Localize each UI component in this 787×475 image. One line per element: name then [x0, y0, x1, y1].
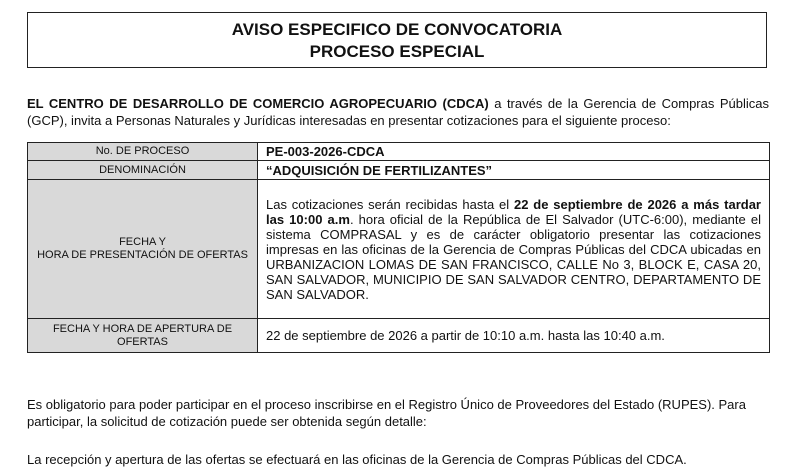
- submission-text-b: . hora oficial de la República de El Salvador (UTC-6:00), mediante el sistema COMPRASAL y es de carácter obligatorio presentar las cotizaciones impresas en las oficinas de la Gerencia de Compras Públicas del CDCA ubicadas en URBANIZACION LOMAS DE SAN FRANCISCO, CALLE No 3, BLOCK E, CASA 20, SAN SALVADOR, MUNICIPIO DE SAN SALVADOR CENTRO, DEPARTAMENTO DE SAN SALVADOR.: [266, 211, 761, 302]
- intro-text: a través de la Gerencia de Compras Públicas (GCP), invita a Personas Naturales y Jurídicas interesadas en presentar cotizaciones para el siguiente proceso:: [27, 96, 769, 128]
- reception-paragraph: La recepción y apertura de las ofertas se efectuará en las oficinas de la Gerencia de Compras Públicas del CDCA.: [27, 452, 687, 467]
- rupes-paragraph: Es obligatorio para poder participar en el proceso inscribirse en el Registro Único de Proveedores del Estado (RUPES). Para participar, la solicitud de cotización puede ser obtenida según detalle:: [27, 397, 746, 429]
- table-row-opening: [28, 319, 770, 353]
- denomination-label: DENOMINACIÓN: [28, 161, 258, 180]
- intro-entity-name: EL CENTRO DE DESARROLLO DE COMERCIO AGROPECUARIO (CDCA): [27, 96, 489, 111]
- submission-label: [28, 180, 258, 319]
- notice-title-box: [27, 12, 767, 68]
- submission-details: [258, 180, 770, 319]
- submission-label-line1: FECHA Y: [119, 236, 166, 248]
- process-number-label: No. DE PROCESO: [28, 143, 258, 161]
- table-row-process-number: [28, 143, 770, 161]
- opening-label: [28, 319, 258, 353]
- process-table: [27, 142, 770, 353]
- process-number-value: PE-003-2026-CDCA: [258, 143, 770, 161]
- notice-title: AVISO ESPECIFICO DE CONVOCATORIA: [231, 20, 563, 39]
- opening-label-line1: FECHA Y HORA DE APERTURA DE: [52, 322, 233, 335]
- intro-paragraph: [27, 95, 769, 129]
- notice-subtitle: PROCESO ESPECIAL: [309, 42, 485, 61]
- submission-label-line2: HORA DE PRESENTACIÓN DE OFERTAS: [37, 249, 248, 261]
- table-row-submission: [28, 180, 770, 319]
- opening-label-line2: OFERTAS: [117, 335, 168, 348]
- opening-value: 22 de septiembre de 2026 a partir de 10:10 a.m. hasta las 10:40 a.m.: [258, 319, 770, 353]
- submission-deadline: 22 de septiembre de 2026 a más tardar las 10:00 a.m: [266, 196, 761, 227]
- denomination-value: “ADQUISICIÓN DE FERTILIZANTES”: [258, 161, 770, 180]
- table-row-denomination: [28, 161, 770, 180]
- submission-text-a: Las cotizaciones serán recibidas hasta el: [266, 196, 514, 212]
